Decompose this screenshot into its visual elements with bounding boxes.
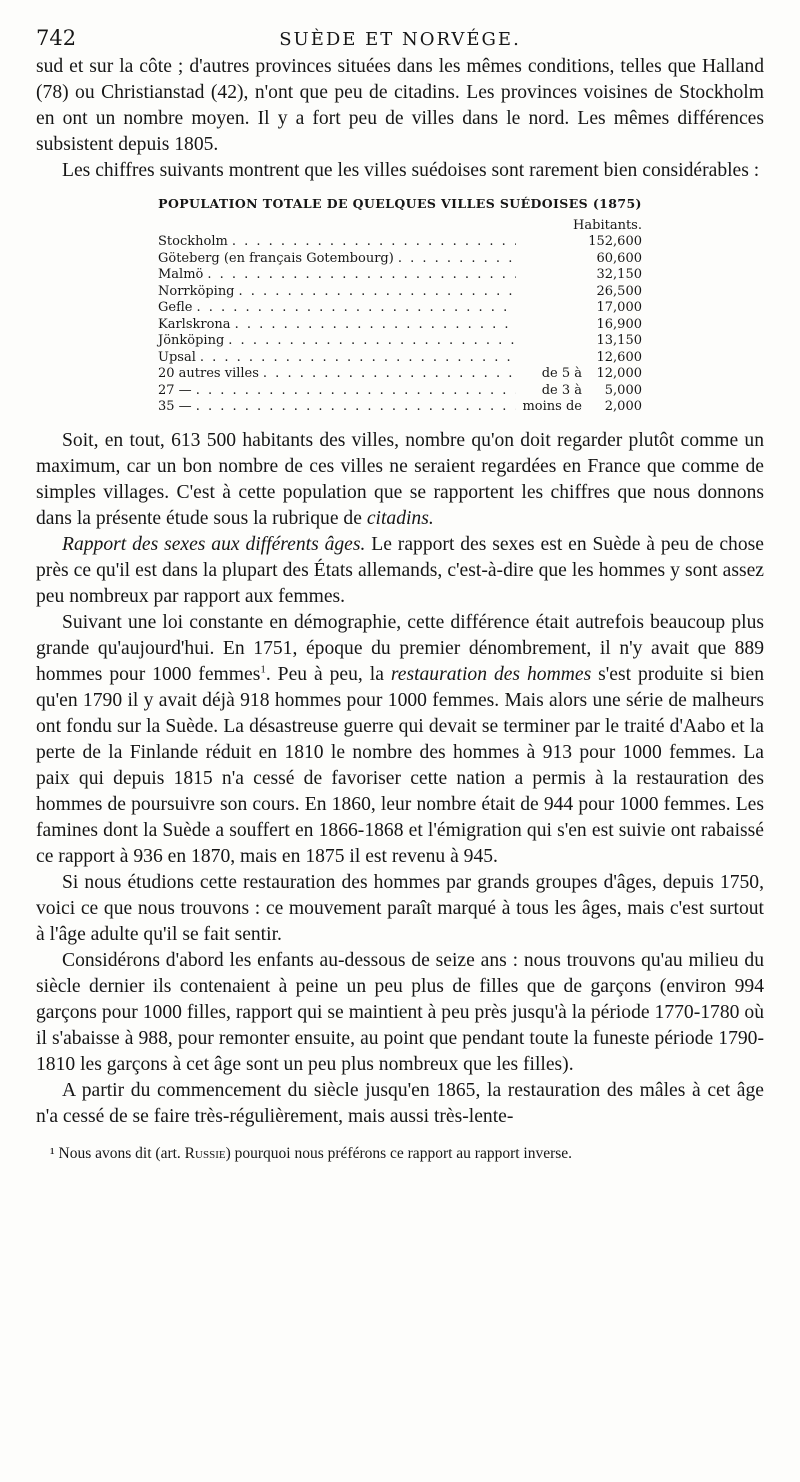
leader-dots — [200, 350, 516, 367]
table-row — [158, 333, 642, 350]
range-label: de 3 à — [541, 382, 582, 398]
page-number: 742 — [36, 26, 77, 50]
section-heading-rapport: Rapport des sexes aux différents âges. — [62, 533, 366, 555]
leader-dots — [398, 251, 516, 268]
population-value: 26,500 — [596, 283, 642, 299]
population-value: 16,900 — [596, 316, 642, 332]
table-row — [158, 366, 642, 383]
table-row — [158, 350, 642, 367]
range-label — [516, 317, 584, 334]
city-name: 35 — — [158, 399, 192, 414]
population-value: 5,000 — [604, 382, 642, 398]
population-value: 2,000 — [604, 399, 642, 414]
footnote-smallcaps: Russie — [184, 1144, 226, 1162]
leader-dots — [239, 284, 516, 301]
paragraph-soit-italic: citadins. — [366, 507, 434, 529]
table-row — [158, 251, 642, 268]
footnote-ref: 1 — [260, 662, 266, 675]
leader-dots — [228, 333, 516, 350]
city-name: Gefle — [158, 300, 193, 315]
table-row — [158, 267, 642, 284]
table-row — [158, 300, 642, 317]
leader-dots — [196, 399, 516, 416]
table-row — [158, 317, 642, 334]
paragraph-loi-b: . Peu à peu, la — [265, 663, 391, 685]
city-name: Stockholm — [158, 234, 228, 249]
population-value: 32,150 — [596, 267, 642, 282]
paragraph-soit — [36, 428, 764, 532]
leader-dots — [196, 300, 516, 317]
paragraph-rapport — [36, 532, 764, 610]
table-rows — [158, 234, 642, 416]
leader-dots — [263, 366, 516, 383]
paragraph-loi-italic: restauration des hommes — [390, 663, 592, 685]
city-name: Jönköping — [158, 333, 225, 348]
range-label — [516, 333, 584, 350]
paragraph-soit-text: Soit, en tout, 613 500 habitants des villes, nombre qu'on doit regarder plutôt comme un maximum, car un bon nombre de ces villes ne seraient regardées en France que comme de simples villages. C'est à cette population que se rapportent les chiffres que nous donnons dans la présente étude sous la rubrique de — [36, 429, 764, 529]
leader-dots — [207, 267, 516, 284]
leader-dots — [232, 234, 516, 251]
city-name: Göteberg (en français Gotembourg) — [158, 250, 394, 266]
range-label — [516, 284, 584, 301]
population-value: 17,000 — [596, 300, 642, 315]
range-label — [516, 350, 584, 367]
city-name: Upsal — [158, 349, 196, 365]
table-unit: Habitants. — [573, 218, 642, 233]
leader-dots — [196, 383, 516, 400]
population-value: 13,150 — [596, 333, 642, 348]
range-label — [516, 251, 584, 268]
population-value: 12,600 — [596, 349, 642, 365]
city-name: 20 autres villes — [158, 366, 259, 381]
footnote-text-a: Nous avons dit (art. — [54, 1144, 185, 1162]
paragraph-loi-a: Suivant une loi constante en démographie, cette différence était autrefois beaucoup plus grande qu'aujourd'hui. En 1751, époque du premier dénombrement, il n'y avait que 889 hommes pour 1000 femmes — [36, 611, 764, 685]
running-title: SUÈDE ET NORVÉGE. — [279, 29, 521, 50]
running-header — [36, 26, 764, 54]
range-label — [516, 300, 584, 317]
city-name: 27 — — [158, 382, 192, 398]
paragraph-considerons: Considérons d'abord les enfants au-dessous de seize ans : nous trouvons qu'au milieu du siècle dernier ils contenaient à peine un peu plus de filles que de garçons (environ 994 garçons pour 1000 filles, rapport qui se maintient à peu près jusqu'à la période 1770-1780 où il s'abaisse à 988, pour remonter ensuite, au point que pendant toute la funeste période 1790-1810 les garçons à cet âge sont un peu plus nombreux que les filles). — [36, 949, 764, 1075]
population-value: 60,600 — [596, 250, 642, 266]
table-title: POPULATION TOTALE DE QUELQUES VILLES SUÉDOISES (1875) — [158, 196, 642, 211]
population-value: 12,000 — [596, 366, 642, 381]
population-value: 152,600 — [588, 234, 642, 249]
city-name: Malmö — [158, 267, 204, 282]
footnote — [36, 1144, 764, 1164]
footnote-text-b: ) pourquoi nous préférons ce rapport au rapport inverse. — [225, 1144, 573, 1162]
table-row — [158, 284, 642, 301]
range-label: de 5 à — [541, 366, 582, 381]
paragraph-a-partir: A partir du commencement du siècle jusqu'en 1865, la restauration des mâles à cet âge n'a cessé de se faire très-régulièrement, mais aussi très-lente- — [36, 1079, 764, 1127]
range-label — [516, 267, 584, 284]
population-table — [158, 217, 642, 416]
leader-dots — [235, 317, 516, 334]
footnote-mark: ¹ — [50, 1144, 55, 1162]
table-row — [158, 399, 642, 416]
paragraph-rapport-text: Le rapport des sexes est en Suède à peu de chose près ce qu'il est dans la plupart des États allemands, c'est-à-dire que les hommes y sont assez peu nombreux par rapport aux femmes. — [36, 533, 764, 607]
table-row — [158, 234, 642, 251]
paragraph-chiffres: Les chiffres suivants montrent que les villes suédoises sont rarement bien considérables : — [62, 160, 760, 181]
range-label: moins de — [522, 399, 582, 414]
page — [36, 26, 764, 1164]
paragraph-loi — [36, 610, 764, 870]
paragraph-si: Si nous étudions cette restauration des hommes par grands groupes d'âges, depuis 1750, voici ce que nous trouvons : ce mouvement paraît marqué à tous les âges, mais c'est surtout à l'âge adulte qu'il se fait sentir. — [36, 871, 764, 945]
table-row — [158, 383, 642, 400]
paragraph-intro: sud et sur la côte ; d'autres provinces situées dans les mêmes conditions, telles que Halland (78) ou Christianstad (42), n'ont que peu de citadins. Les provinces voisines de Stockholm en ont un nombre moyen. Il y a fort peu de villes dans le nord. Les mêmes différences subsistent depuis 1805. — [36, 56, 764, 155]
city-name: Karlskrona — [158, 316, 231, 332]
range-label — [516, 234, 584, 251]
city-name: Norrköping — [158, 283, 235, 299]
paragraph-loi-c: s'est produite si bien qu'en 1790 il y avait déjà 918 hommes pour 1000 femmes. Mais alors une série de malheurs ont fondu sur la Suède. La désastreuse guerre qui devait se terminer par le traité d'Aabo et la perte de la Finlande réduit en 1810 le nombre des hommes à 913 pour 1000 femmes. La paix qui depuis 1815 n'a cessé de favoriser cette nation a permis à la restauration des hommes de poursuivre son cours. En 1860, leur nombre était de 944 pour 1000 femmes. Les famines dont la Suède a souffert en 1866-1868 et l'émigration qui s'en est suivie ont rabaissé ce rapport à 936 en 1870, mais en 1875 il est revenu à 945. — [36, 663, 764, 867]
